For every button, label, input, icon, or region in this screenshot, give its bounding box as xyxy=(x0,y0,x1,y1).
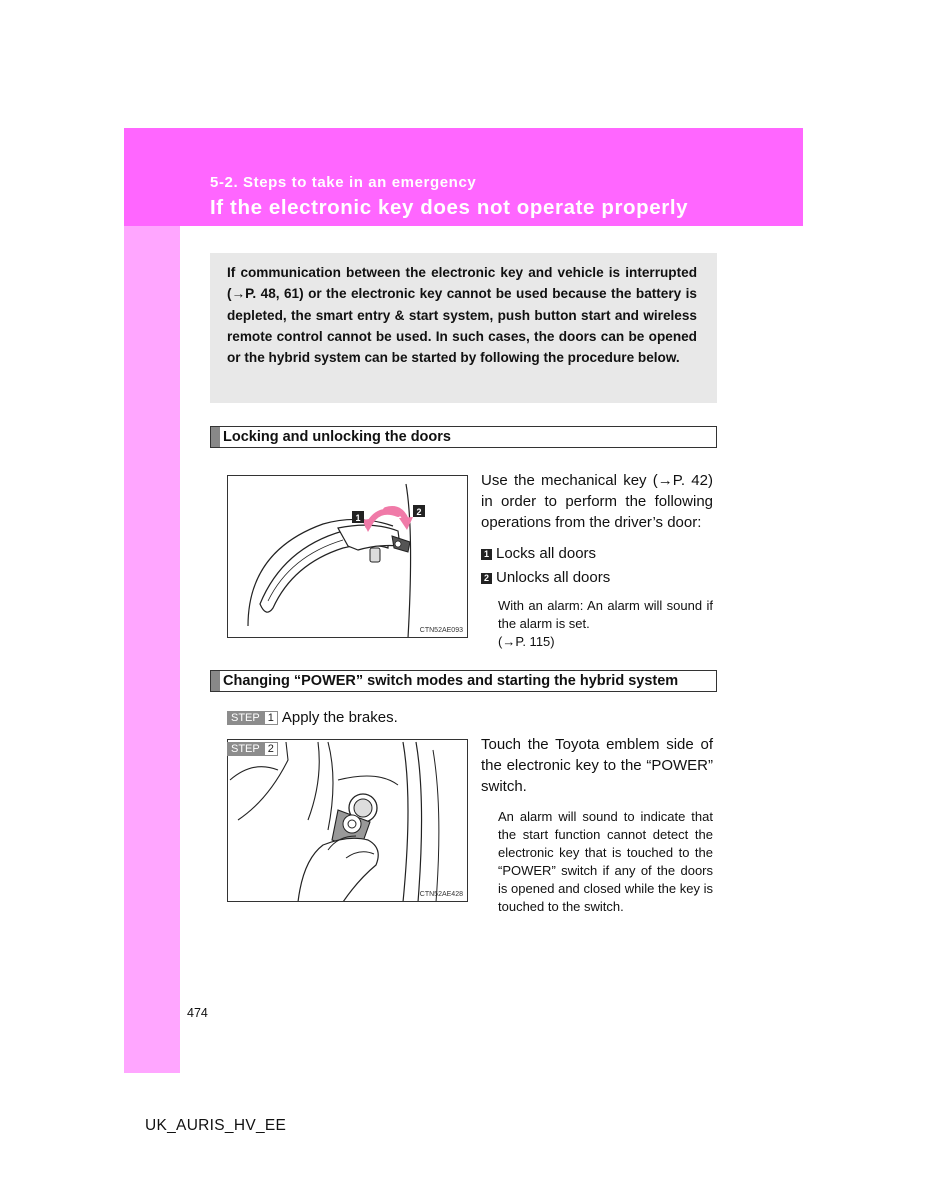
figure-code: CTN52AE093 xyxy=(419,627,463,634)
item-number-badge: 1 xyxy=(481,549,492,560)
lock-instruction: Use the mechanical key (→P. 42) in order to perform the following operations from the driver’s door: xyxy=(481,472,713,531)
section-heading-text: Locking and unlocking the doors xyxy=(223,429,451,445)
list-item-lock xyxy=(481,543,713,564)
power-switch-drawing xyxy=(228,740,468,902)
figure-code: CTN52AE428 xyxy=(419,891,463,898)
document-code: UK_AURIS_HV_EE xyxy=(145,1117,287,1134)
door-handle-illustration xyxy=(227,475,468,638)
step-badge xyxy=(227,742,278,756)
item-number-badge: 2 xyxy=(481,573,492,584)
step-number: 1 xyxy=(264,711,278,725)
side-color-band xyxy=(124,128,180,1073)
step-word: STEP xyxy=(227,742,264,756)
page-number: 474 xyxy=(187,1006,208,1020)
step-2-badge xyxy=(227,740,282,758)
step-number: 2 xyxy=(264,742,278,756)
section-label: 5-2. Steps to take in an emergency xyxy=(210,174,477,191)
alarm-note-ref: (→P. 115) xyxy=(498,634,555,649)
step-badge xyxy=(227,711,278,725)
step-2-text: Touch the Toyota emblem side of the electronic key to the “POWER” switch. xyxy=(481,736,713,795)
figure-label-1: 1 xyxy=(355,513,361,523)
heading-bar xyxy=(211,671,220,691)
door-handle-drawing xyxy=(228,476,468,638)
section-heading-locking xyxy=(210,426,717,448)
list-item-unlock xyxy=(481,567,713,588)
alarm-note-text: With an alarm: An alarm will sound if the alarm is set. xyxy=(498,598,713,631)
step-text: Apply the brakes. xyxy=(281,709,398,726)
step-word: STEP xyxy=(227,711,264,725)
section-heading-power xyxy=(210,670,717,692)
page-title: If the electronic key does not operate properly xyxy=(210,196,689,219)
list-item-label: Unlocks all doors xyxy=(496,569,611,586)
intro-text: If communication between the electronic key and vehicle is interrupted (→P. 48, 61) or the electronic key cannot be used because the battery is depleted, the smart entry & start system, push button start and wireless remote control cannot be used. In such cases, the doors can be opened or the hybrid system can be started by following the procedure below. xyxy=(227,265,697,366)
power-switch-illustration xyxy=(227,739,468,902)
section-heading-text: Changing “POWER” switch modes and starting the hybrid system xyxy=(223,673,679,689)
step-2-note: An alarm will sound to indicate that the start function cannot detect the electronic key that is touched to the “POWER” switch if any of the doors is opened and closed while the key is touched to the switch. xyxy=(498,809,713,914)
list-item-label: Locks all doors xyxy=(496,545,597,562)
figure-label-2: 2 xyxy=(416,507,422,517)
step-1 xyxy=(227,707,398,728)
intro-box xyxy=(210,253,717,403)
heading-bar xyxy=(211,427,220,447)
alarm-note xyxy=(498,597,713,651)
